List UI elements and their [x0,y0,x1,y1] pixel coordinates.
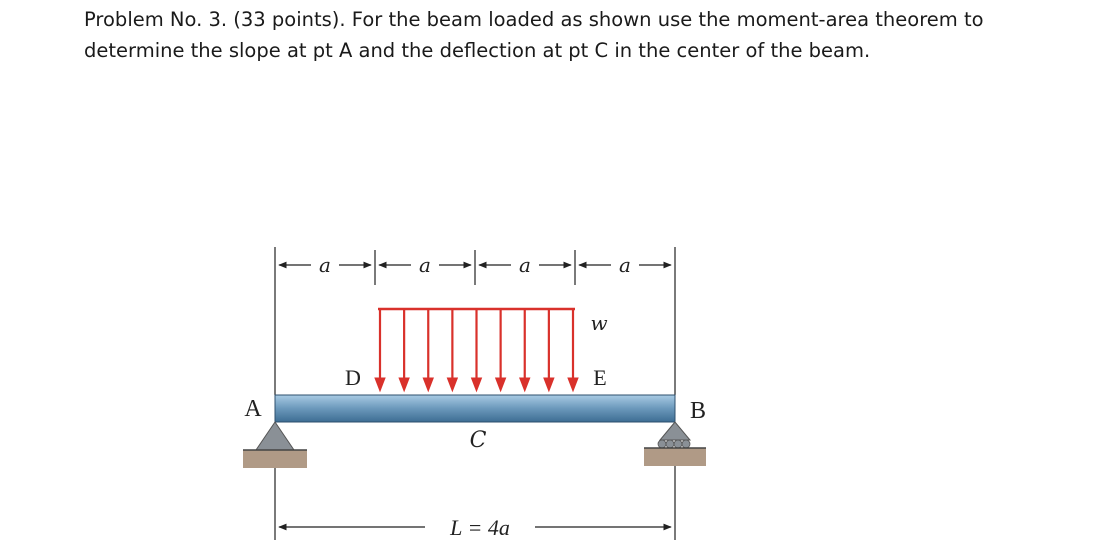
dim-label-2: a [419,253,431,277]
problem-line-1: Problem No. 3. (33 points). For the beam loaded as shown use the moment-area theorem to [84,8,984,31]
load-arrows [375,309,578,391]
pin-support-A [243,422,307,468]
load-arrow [399,309,409,391]
dim-label-1: a [319,253,331,277]
load-label-w: w [590,311,608,335]
label-E: E [593,365,607,390]
load-arrow [375,309,385,391]
label-C: C [469,428,487,453]
load-arrow [472,309,482,391]
label-B: B [689,398,707,424]
load-arrow [544,309,554,391]
load-arrow [568,309,578,391]
roller-support-B [644,422,706,466]
load-arrow [423,309,433,391]
span-label: L = 4a [450,515,510,540]
dim-label-3: a [519,253,531,277]
beam [275,395,675,422]
label-D: D [345,365,361,390]
label-A: A [244,396,262,422]
distributed-load [375,309,578,391]
load-arrow [520,309,530,391]
load-arrow [447,309,457,391]
problem-line-2: determine the slope at pt A and the deflection at pt C in the center of the beam. [84,39,871,62]
dim-label-4: a [619,253,631,277]
load-arrow [496,309,506,391]
